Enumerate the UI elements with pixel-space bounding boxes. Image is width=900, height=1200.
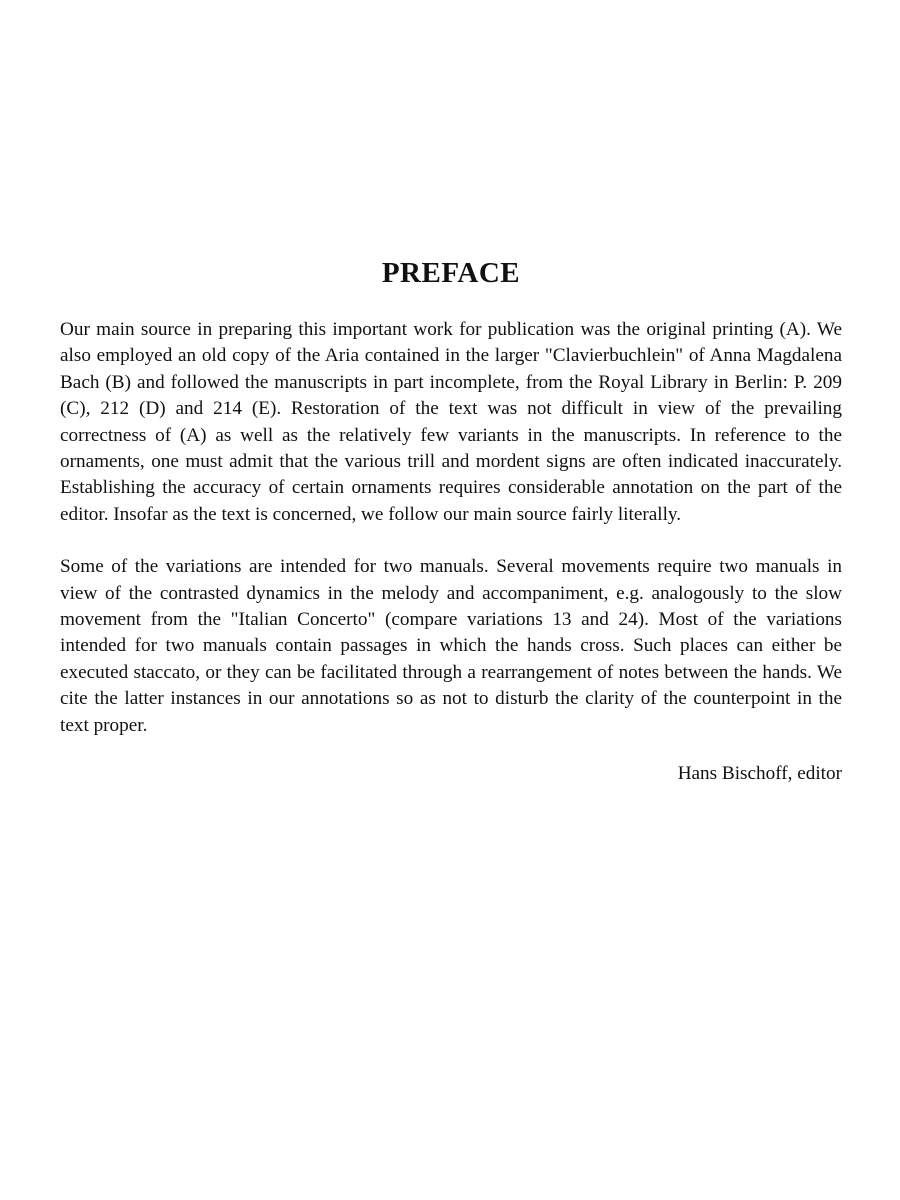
page-title: PREFACE	[381, 257, 521, 289]
preface-paragraph-1: Our main source in preparing this important work for publication was the original printing (A). We also employed an old copy of the Aria contained in the larger "Clavierbuchlein" of Anna Magdalena Bach (B) and followed the manuscripts in part incomplete, from the Royal Library in Berlin: P. 209 (C), 212 (D) and 214 (E). Restoration of the text was not difficult in view of the prevailing correctness of (A) as well as the relatively few variants in the manuscripts. In reference to the ornaments, one must admit that the various trill and mordent signs are often indicated inaccurately. Establishing the accuracy of certain ornaments requires considerable annotation on the part of the editor. Insofar as the text is concerned, we follow our main source fairly literally.	[60, 319, 842, 525]
editor-signature: Hans Bischoff, editor	[677, 763, 842, 785]
preface-page	[60, 255, 842, 787]
preface-paragraph-2: Some of the variations are intended for two manuals. Several movements require two manuals in view of the contrasted dynamics in the melody and accompaniment, e.g. analogously to the slow movement from the "Italian Concerto" (compare variations 13 and 24). Most of the variations intended for two manuals contain passages in which the hands cross. Such places can either be executed staccato, or they can be facilitated through a rearrangement of notes between the hands. We cite the latter instances in our annotations so as not to disturb the clarity of the counterpoint in the text proper.	[60, 556, 842, 736]
